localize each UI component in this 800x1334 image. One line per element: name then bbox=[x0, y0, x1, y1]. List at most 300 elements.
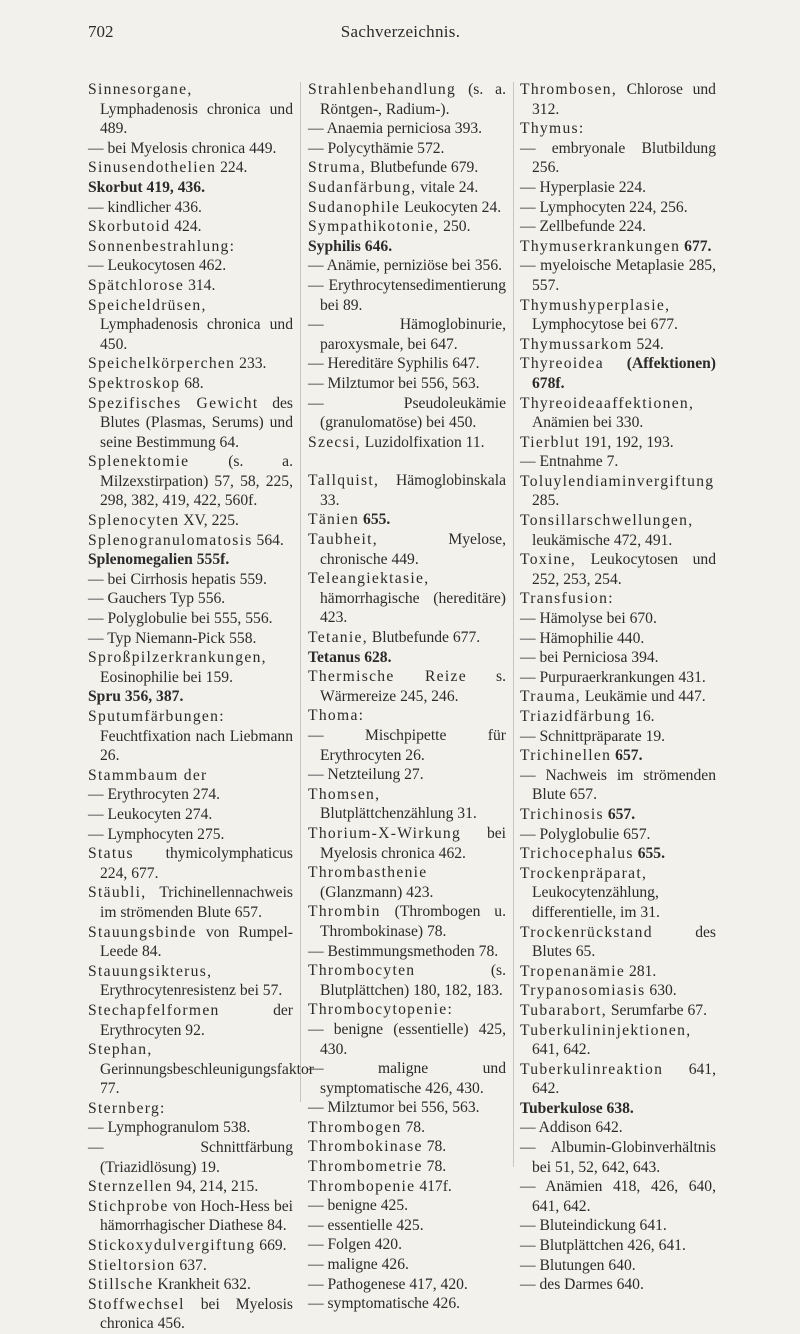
entry-term: Sympathikotonie, bbox=[308, 218, 440, 236]
index-entry bbox=[88, 1040, 314, 1099]
entry-term: Taubheit, bbox=[308, 531, 378, 549]
entry-text: Blutbefunde 679. bbox=[369, 159, 479, 177]
entry-text: Lymphadenosis chronica und 450. bbox=[100, 316, 293, 353]
index-subentry bbox=[88, 1118, 293, 1138]
entry-text: 524. bbox=[636, 335, 664, 353]
entry-text: — Lymphocyten 275. bbox=[88, 825, 225, 843]
entry-term: Spru bbox=[88, 688, 121, 706]
entry-term: Thomsen, bbox=[308, 785, 381, 803]
entry-text: bei Myelosis chronica 456. bbox=[100, 1295, 293, 1333]
index-entry bbox=[88, 1001, 293, 1040]
index-entry bbox=[520, 864, 716, 923]
entry-text: — Blutplättchen 426, 641. bbox=[520, 1237, 686, 1255]
entry-text: hämorrhagische (hereditäre) 423. bbox=[320, 589, 506, 627]
entry-text: 419, 436. bbox=[146, 178, 205, 196]
index-subentry bbox=[88, 785, 293, 805]
index-subentry bbox=[520, 217, 716, 237]
index-entry bbox=[520, 296, 716, 335]
entry-text: 78. bbox=[426, 1158, 447, 1176]
entry-text: — Blutungen 640. bbox=[520, 1256, 636, 1274]
entry-text: — bei Myelosis chronica 449. bbox=[88, 139, 277, 157]
entry-term: Sputumfärbungen: bbox=[88, 708, 225, 725]
entry-term: Splenektomie bbox=[88, 453, 190, 471]
entry-term: Skorbut bbox=[88, 178, 143, 196]
entry-term: Sternberg: bbox=[88, 1099, 166, 1117]
index-entry bbox=[88, 1197, 293, 1236]
entry-term: Tänien bbox=[308, 511, 360, 529]
entry-term: Teleangiektasie, bbox=[308, 570, 430, 588]
entry-text: 250. bbox=[443, 218, 471, 236]
index-subentry bbox=[88, 609, 293, 629]
entry-text: — Entnahme 7. bbox=[520, 453, 619, 471]
index-subentry bbox=[520, 178, 716, 198]
entry-text: (s. a. Milzexstirpation) 57, 58, 225, 298, 382, 419, 422, 560f. bbox=[100, 453, 293, 510]
index-entry bbox=[308, 863, 506, 902]
entry-text: Hämoglobinskala 33. bbox=[320, 472, 506, 509]
entry-term: Thrombopenie bbox=[308, 1177, 416, 1195]
index-subentry bbox=[308, 1020, 506, 1059]
entry-term: Sinnesorgane, bbox=[88, 81, 193, 98]
index-subentry bbox=[308, 765, 506, 785]
index-entry bbox=[308, 158, 506, 178]
entry-text: Gerinnungsbeschleunigungsfaktor 77. bbox=[100, 1060, 314, 1098]
index-entry bbox=[88, 707, 293, 766]
entry-term: Thrombogen bbox=[308, 1118, 402, 1136]
entry-text: Feuchtfixation nach Liebmann 26. bbox=[100, 727, 293, 765]
entry-term: Tetanus bbox=[308, 648, 361, 666]
index-entry bbox=[88, 687, 293, 707]
entry-term: Thymushyperplasie, bbox=[520, 296, 671, 314]
index-entry bbox=[520, 923, 716, 962]
index-entry bbox=[308, 1137, 506, 1157]
entry-text: — Polyglobulie 657. bbox=[520, 825, 651, 843]
entry-text: — Albumin-Globinverhältnis bei 51, 52, 642, 643. bbox=[520, 1139, 716, 1176]
entry-text: — essentielle 425. bbox=[308, 1216, 424, 1234]
entry-text: 285. bbox=[532, 492, 560, 510]
index-entry bbox=[88, 766, 293, 786]
entry-text: 630. bbox=[649, 982, 677, 1000]
index-entry bbox=[520, 746, 716, 766]
index-entry bbox=[520, 844, 716, 864]
index-subentry bbox=[520, 139, 716, 178]
index-entry bbox=[520, 1001, 716, 1021]
index-subentry bbox=[520, 1236, 716, 1256]
index-entry bbox=[88, 394, 293, 453]
entry-text: — Hämolyse bei 670. bbox=[520, 610, 657, 628]
entry-term: Speichelkörperchen bbox=[88, 355, 236, 373]
entry-text: — Netzteilung 27. bbox=[308, 766, 424, 784]
index-entry bbox=[520, 981, 716, 1001]
entry-term: Triazidfärbung bbox=[520, 708, 632, 725]
entry-text: 281. bbox=[629, 962, 657, 980]
entry-term: Stillsche bbox=[88, 1276, 154, 1294]
index-entry bbox=[520, 335, 716, 355]
entry-term: Transfusion: bbox=[520, 590, 614, 608]
index-entry bbox=[308, 706, 506, 726]
index-entry bbox=[88, 296, 293, 355]
entry-term: Thoma: bbox=[308, 707, 365, 725]
index-entry bbox=[88, 550, 293, 570]
index-subentry bbox=[520, 825, 716, 845]
entry-text: Erythrocytenresistenz bei 57. bbox=[100, 982, 283, 1000]
index-subentry bbox=[308, 1235, 506, 1255]
index-entry bbox=[308, 1157, 506, 1177]
index-entry bbox=[520, 394, 716, 433]
entry-term: Stechapfelformen bbox=[88, 1001, 220, 1019]
entry-term: Stammbaum der bbox=[88, 766, 208, 784]
entry-term: Thyreoideaaffektionen, bbox=[520, 394, 695, 412]
index-subentry bbox=[308, 374, 506, 394]
entry-text: Trichinellennachweis im strömenden Blute 657. bbox=[100, 884, 293, 921]
entry-text: Eosinophilie bei 159. bbox=[100, 668, 233, 686]
index-entry bbox=[520, 962, 716, 982]
entry-term: Toxine, bbox=[520, 551, 577, 569]
entry-text: — Leukocyten 274. bbox=[88, 805, 213, 823]
entry-text: 233. bbox=[239, 355, 267, 373]
entry-term: Stauungsbinde bbox=[88, 923, 197, 941]
entry-term: Trockenrückstand bbox=[520, 923, 653, 941]
entry-text: — kindlicher 436. bbox=[88, 198, 202, 216]
index-subentry bbox=[308, 1059, 506, 1098]
entry-term: Sonnenbestrahlung: bbox=[88, 237, 236, 255]
entry-text: — benigne 425. bbox=[308, 1197, 409, 1215]
index-entry bbox=[520, 511, 716, 550]
entry-term: Spezifisches Gewicht bbox=[88, 394, 259, 412]
index-subentry bbox=[308, 1294, 506, 1314]
entry-text: — Pseudoleukämie (granulomatöse) bei 450. bbox=[308, 394, 506, 432]
index-subentry bbox=[88, 139, 293, 159]
entry-text: — Schnittpräparate 19. bbox=[520, 727, 666, 745]
entry-text: — maligne und symptomatische 426, 430. bbox=[308, 1060, 506, 1097]
entry-term: Thrombasthenie bbox=[308, 864, 428, 882]
entry-text: 94, 214, 215. bbox=[176, 1178, 259, 1196]
entry-term: Trauma, bbox=[520, 688, 581, 706]
index-entry bbox=[520, 433, 716, 453]
index-subentry bbox=[308, 1275, 506, 1295]
entry-text: — Hämophilie 440. bbox=[520, 629, 645, 647]
entry-text: 78. bbox=[426, 1138, 447, 1156]
running-title: Sachverzeichnis. bbox=[340, 22, 461, 41]
entry-text: Leukocytenzählung, differentielle, im 31. bbox=[532, 884, 660, 921]
index-entry bbox=[308, 1000, 506, 1020]
entry-term: Szecsi, bbox=[308, 433, 361, 451]
index-subentry bbox=[520, 1216, 716, 1236]
entry-term: Trypanosomiasis bbox=[520, 982, 646, 1000]
entry-text: — Hyperplasie 224. bbox=[520, 178, 647, 196]
index-subentry bbox=[520, 198, 716, 218]
entry-text: des Blutes 65. bbox=[532, 923, 716, 961]
index-entry bbox=[88, 1177, 293, 1197]
entry-text: — Milztumor bei 556, 563. bbox=[308, 374, 480, 392]
index-entry bbox=[308, 961, 506, 1000]
index-entry bbox=[88, 648, 293, 687]
entry-text: s. Wärmereize 245, 246. bbox=[320, 668, 506, 705]
index-entry bbox=[88, 511, 293, 531]
entry-text: (Thrombogen u. Thrombokinase) 78. bbox=[320, 903, 506, 940]
index-entry bbox=[88, 923, 293, 962]
index-entry bbox=[88, 452, 293, 511]
entry-text: — Purpuraerkrankungen 431. bbox=[520, 668, 706, 686]
entry-term: Thrombokinase bbox=[308, 1138, 423, 1156]
entry-text: 677. bbox=[684, 237, 712, 255]
entry-text: — Lymphogranulom 538. bbox=[88, 1119, 251, 1137]
index-entry bbox=[520, 119, 716, 139]
index-subentry bbox=[308, 119, 506, 139]
entry-term: Thorium-X-Wirkung bbox=[308, 824, 462, 842]
index-column-3 bbox=[520, 80, 716, 1295]
column-divider bbox=[513, 82, 514, 1167]
entry-term: Strahlenbehandlung bbox=[308, 81, 457, 98]
entry-text: Lymphadenosis chronica und 489. bbox=[100, 100, 293, 138]
entry-text: — Zellbefunde 224. bbox=[520, 218, 647, 236]
entry-text: — Erythrocyten 274. bbox=[88, 786, 221, 804]
index-entry bbox=[520, 707, 716, 727]
entry-text: 224. bbox=[220, 159, 248, 177]
index-subentry bbox=[520, 648, 716, 668]
entry-text: vitale 24. bbox=[420, 178, 479, 196]
entry-term: Tallquist, bbox=[308, 472, 380, 490]
entry-text: 657. bbox=[615, 747, 643, 765]
index-subentry bbox=[520, 766, 716, 805]
entry-text: — Nachweis im strömenden Blute 657. bbox=[520, 766, 716, 804]
entry-term: Thermische Reize bbox=[308, 668, 467, 686]
index-entry bbox=[520, 1060, 716, 1099]
index-entry bbox=[88, 1099, 293, 1119]
entry-text: (s. a. Röntgen-, Radium-). bbox=[320, 81, 506, 118]
entry-text: — Anaemia perniciosa 393. bbox=[308, 120, 483, 138]
entry-text: 637. bbox=[179, 1256, 207, 1274]
entry-text: — Bluteindickung 641. bbox=[520, 1217, 667, 1235]
entry-text: Leukämie und 447. bbox=[584, 688, 706, 706]
entry-text: bei Myelosis chronica 462. bbox=[320, 824, 506, 862]
entry-text: 191, 192, 193. bbox=[584, 433, 674, 451]
entry-text: — Addison 642. bbox=[520, 1119, 623, 1137]
index-entry bbox=[88, 374, 293, 394]
entry-term: Splenogranulomatosis bbox=[88, 531, 253, 549]
entry-term: Trichinosis bbox=[520, 805, 604, 823]
entry-text: von Rumpel-Leede 84. bbox=[100, 923, 293, 961]
index-subentry bbox=[520, 629, 716, 649]
entry-term: Sternzellen bbox=[88, 1178, 173, 1196]
index-subentry bbox=[520, 668, 716, 688]
entry-text: XV, 225. bbox=[183, 512, 239, 530]
index-subentry bbox=[308, 256, 506, 276]
entry-term: Thrombocyten bbox=[308, 962, 416, 980]
entry-term: Stichprobe bbox=[88, 1197, 169, 1215]
page-header bbox=[88, 22, 713, 46]
index-entry bbox=[88, 1236, 293, 1256]
entry-term: Spektroskop bbox=[88, 374, 181, 392]
entry-term: Tubarabort, bbox=[520, 1001, 607, 1019]
index-entry bbox=[88, 354, 293, 374]
entry-term: Trichinellen bbox=[520, 747, 612, 765]
index-entry bbox=[308, 471, 506, 510]
index-subentry bbox=[520, 727, 716, 747]
index-subentry bbox=[308, 1216, 506, 1236]
index-entry bbox=[308, 178, 506, 198]
entry-text: — Hämoglobinurie, paroxysmale, bei 647. bbox=[308, 316, 506, 353]
entry-text: — Hereditäre Syphilis 647. bbox=[308, 355, 480, 373]
index-subentry bbox=[88, 629, 293, 649]
entry-text: 641, 642. bbox=[532, 1041, 591, 1059]
entry-term: Trockenpräparat, bbox=[520, 864, 648, 882]
index-entry bbox=[308, 237, 506, 257]
entry-term: Stephan, bbox=[88, 1041, 153, 1059]
entry-text: 424. bbox=[174, 218, 202, 236]
entry-term: Thymussarkom bbox=[520, 335, 633, 353]
entry-text: — benigne (essentielle) 425, 430. bbox=[308, 1020, 506, 1058]
entry-text: 655. bbox=[637, 845, 665, 863]
entry-text: 16. bbox=[635, 708, 655, 725]
entry-term: Thymus: bbox=[520, 120, 585, 138]
entry-text: der Erythrocyten 92. bbox=[100, 1001, 293, 1039]
entry-term: Splenocyten bbox=[88, 512, 180, 530]
entry-text: — Erythrocytensedimentierung bei 89. bbox=[308, 276, 506, 314]
entry-text: 356, 387. bbox=[124, 688, 184, 706]
entry-text: — Polyglobulie bei 555, 556. bbox=[88, 610, 273, 628]
entry-text: Luzidolfixation 11. bbox=[364, 433, 485, 451]
entry-text: Blutplättchenzählung 31. bbox=[320, 805, 477, 823]
index-subentry bbox=[520, 1275, 716, 1295]
entry-term: Sproßpilzerkrankungen, bbox=[88, 649, 267, 667]
entry-term: Tonsillarschwellungen, bbox=[520, 512, 694, 530]
entry-text: — Lymphocyten 224, 256. bbox=[520, 198, 688, 216]
entry-term: Sudanophile bbox=[308, 198, 401, 216]
entry-text: — Mischpipette für Erythrocyten 26. bbox=[308, 727, 506, 764]
entry-text: — Anämien 418, 426, 640, 641, 642. bbox=[520, 1178, 716, 1215]
entry-text: — Typ Niemann-Pick 558. bbox=[88, 629, 257, 647]
entry-term: Toluylendiaminvergiftung bbox=[520, 472, 715, 490]
index-subentry bbox=[88, 256, 293, 276]
entry-text: — bei Perniciosa 394. bbox=[520, 649, 659, 667]
index-entry bbox=[520, 80, 716, 119]
index-entry bbox=[520, 589, 716, 609]
entry-text: (Affektionen) 678f. bbox=[532, 355, 716, 392]
entry-text: (s. Blutplättchen) 180, 182, 183. bbox=[320, 962, 506, 999]
index-entry bbox=[308, 785, 506, 824]
entry-text: — bei Cirrhosis hepatis 559. bbox=[88, 570, 267, 588]
page-number: 702 bbox=[88, 22, 114, 41]
entry-text: 78. bbox=[405, 1118, 425, 1136]
entry-term: Sinusendothelien bbox=[88, 159, 217, 177]
entry-term: Spätchlorose bbox=[88, 276, 185, 294]
entry-term: Tuberkulininjektionen, bbox=[520, 1021, 692, 1039]
entry-text: Myelose, chronische 449. bbox=[320, 531, 506, 568]
index-entry bbox=[308, 667, 506, 706]
index-subentry bbox=[88, 1138, 293, 1177]
index-entry bbox=[308, 433, 506, 453]
entry-text: — des Darmes 640. bbox=[520, 1276, 644, 1294]
index-subentry bbox=[520, 609, 716, 629]
entry-text: 68. bbox=[184, 374, 204, 392]
entry-text: thymicolymphaticus 224, 677. bbox=[100, 845, 293, 882]
index-entry bbox=[308, 569, 506, 628]
index-entry bbox=[308, 217, 506, 237]
entry-text: — Polycythämie 572. bbox=[308, 139, 445, 157]
entry-text: — symptomatische 426. bbox=[308, 1295, 461, 1313]
index-entry bbox=[88, 178, 293, 198]
index-subentry bbox=[308, 1196, 506, 1216]
entry-term: Stäubli, bbox=[88, 884, 147, 902]
entry-text: (Glanzmann) 423. bbox=[320, 883, 434, 901]
index-entry bbox=[88, 883, 293, 922]
entry-term: Tuberkulose bbox=[520, 1099, 603, 1117]
index-subentry bbox=[308, 726, 506, 765]
entry-text: Leukocytosen und 252, 253, 254. bbox=[532, 551, 716, 588]
index-entry bbox=[308, 648, 506, 668]
entry-text: leukämische 472, 491. bbox=[532, 531, 673, 549]
index-subentry bbox=[88, 570, 293, 590]
index-subentry bbox=[308, 315, 506, 354]
index-subentry bbox=[88, 198, 293, 218]
entry-text: des Blutes (Plasmas, Serums) und seine Bestimmung 64. bbox=[100, 394, 293, 451]
entry-text: — myeloische Metaplasie 285, 557. bbox=[520, 257, 716, 294]
entry-text: Chlorose und 312. bbox=[532, 81, 716, 118]
index-subentry bbox=[520, 1138, 716, 1177]
index-subentry bbox=[520, 1256, 716, 1276]
index-subentry bbox=[308, 942, 506, 962]
entry-text: Lymphocytose bei 677. bbox=[532, 316, 678, 334]
index-subentry bbox=[308, 276, 506, 315]
entry-term: Tierblut bbox=[520, 433, 581, 451]
entry-term: Struma, bbox=[308, 159, 367, 177]
entry-text: 646. bbox=[364, 237, 393, 255]
entry-text: — Folgen 420. bbox=[308, 1236, 402, 1254]
entry-term: Stieltorsion bbox=[88, 1256, 176, 1274]
index-subentry bbox=[308, 1255, 506, 1275]
index-entry bbox=[308, 1118, 506, 1138]
entry-text: — Bestimmungsmethoden 78. bbox=[308, 942, 499, 960]
index-entry bbox=[88, 1295, 293, 1334]
entry-text: 641, 642. bbox=[532, 1060, 716, 1098]
column-divider bbox=[300, 82, 301, 1102]
entry-term: Tropenanämie bbox=[520, 962, 626, 980]
index-entry bbox=[88, 80, 293, 139]
index-entry bbox=[520, 550, 716, 589]
entry-term: Status bbox=[88, 845, 134, 863]
index-entry bbox=[520, 1021, 716, 1060]
index-entry bbox=[308, 902, 506, 941]
entry-term: Tuberkulinreaktion bbox=[520, 1060, 664, 1078]
index-entry bbox=[88, 531, 293, 551]
index-entry bbox=[308, 1177, 506, 1197]
index-entry bbox=[308, 198, 506, 218]
index-subentry bbox=[88, 805, 293, 825]
index-entry bbox=[308, 510, 506, 530]
index-subentry bbox=[520, 452, 716, 472]
entry-text: Leukocyten 24. bbox=[404, 198, 502, 216]
index-subentry bbox=[308, 1098, 506, 1118]
index-column-2 bbox=[308, 80, 506, 1314]
entry-text: 628. bbox=[364, 648, 392, 666]
entry-text: 417f. bbox=[419, 1177, 452, 1195]
index-entry bbox=[520, 354, 716, 393]
entry-text: — Anämie, perniziöse bei 356. bbox=[308, 257, 503, 275]
entry-term: Tetanie, bbox=[308, 629, 368, 647]
index-entry bbox=[88, 158, 293, 178]
entry-text: — embryonale Blutbildung 256. bbox=[520, 139, 716, 177]
entry-text: 564. bbox=[256, 531, 284, 549]
entry-term: Speicheldrüsen, bbox=[88, 296, 207, 314]
entry-text: — Pathogenese 417, 420. bbox=[308, 1275, 468, 1293]
index-entry bbox=[308, 824, 506, 863]
index-entry bbox=[520, 1099, 716, 1119]
entry-term: Thrombometrie bbox=[308, 1158, 423, 1176]
entry-text: 314. bbox=[188, 276, 216, 294]
index-entry bbox=[88, 962, 293, 1001]
index-entry bbox=[88, 276, 293, 296]
index-subentry bbox=[520, 1118, 716, 1138]
